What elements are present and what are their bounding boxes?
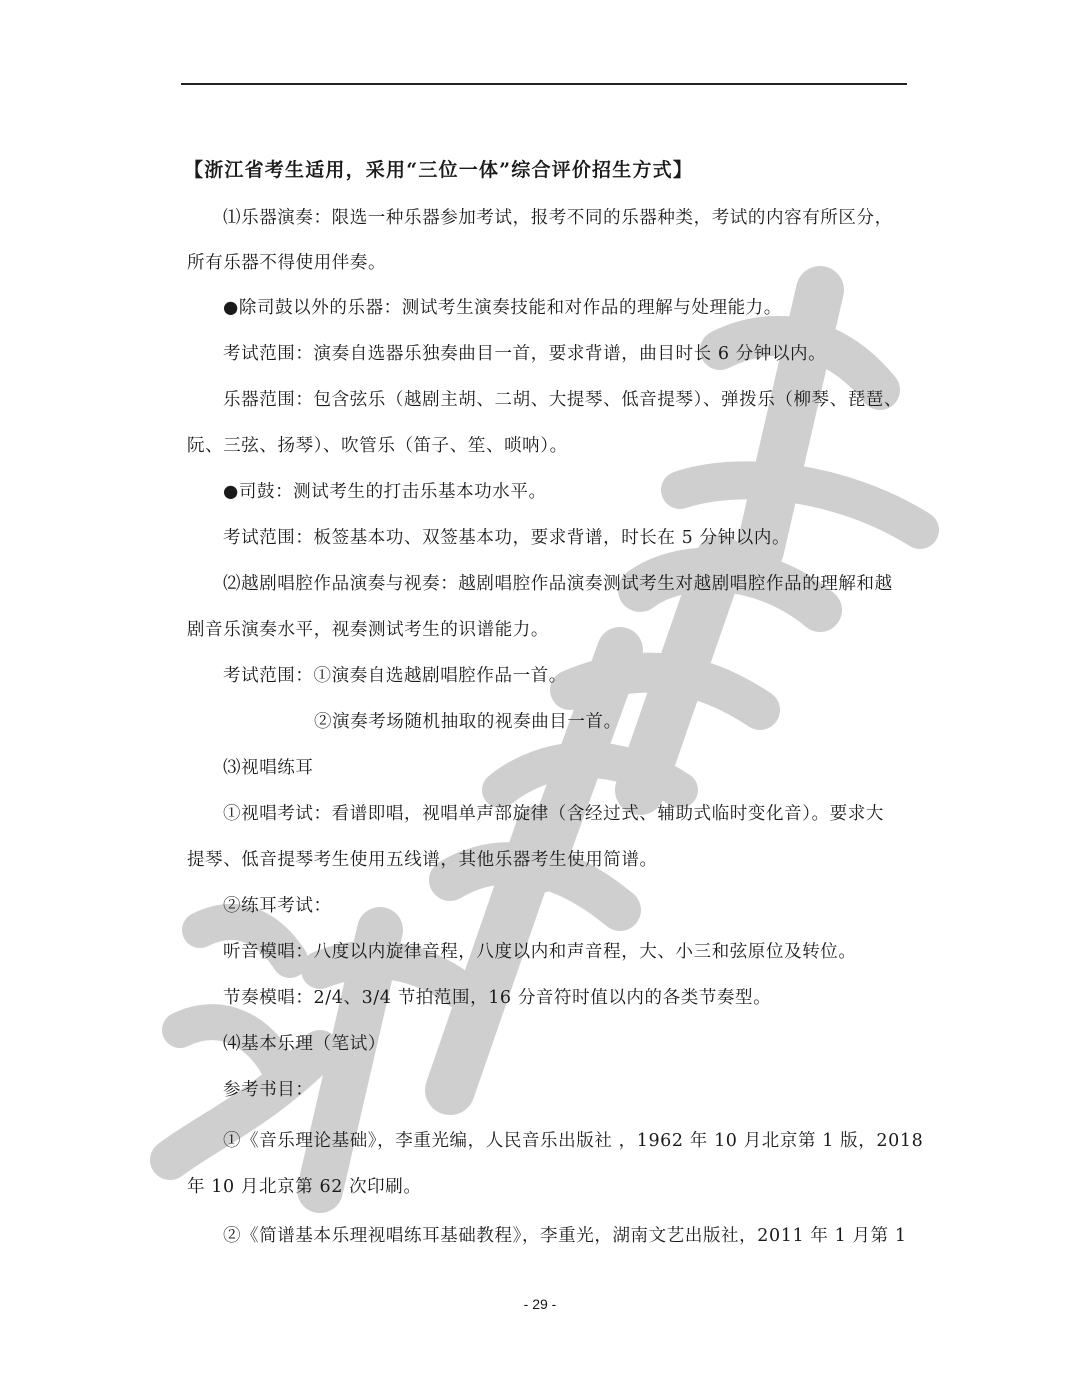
body-line: ①视唱考试：看谱即唱，视唱单声部旋律（含经过式、辅助式临时变化音）。要求大 <box>223 804 884 824</box>
body-line: ●除司鼓以外的乐器：测试考生演奏技能和对作品的理解与处理能力。 <box>223 298 782 318</box>
body-line: ⑴乐器演奏：限选一种乐器参加考试，报考不同的乐器种类，考试的内容有所区分， <box>223 208 893 228</box>
body-line: 阮、三弦、扬琴）、吹管乐（笛子、笙、唢呐）。 <box>187 436 568 456</box>
body-line: ⑷基本乐理（笔试） <box>223 1034 386 1054</box>
section-heading: 【浙江省考生适用，采用“三位一体”综合评价招生方式】 <box>184 159 694 181</box>
body-line: 参考书目： <box>223 1080 314 1100</box>
body-line: ●司鼓：测试考生的打击乐基本功水平。 <box>223 482 547 502</box>
body-line: 听音模唱：八度以内旋律音程，八度以内和声音程，大、小三和弦原位及转位。 <box>223 942 857 962</box>
body-line: 年 10 月北京第 62 次印刷。 <box>187 1177 422 1197</box>
body-line: 节奏模唱：2/4、3/4 节拍范围，16 分音符时值以内的各类节奏型。 <box>223 988 772 1008</box>
body-line: 提琴、低音提琴考生使用五线谱，其他乐器考生使用简谱。 <box>187 850 658 870</box>
body-line: 剧音乐演奏水平，视奏测试考生的识谱能力。 <box>187 620 549 640</box>
body-line: 考试范围：板签基本功、双签基本功，要求背谱，时长在 5 分钟以内。 <box>223 528 791 548</box>
body-line: ②《简谱基本乐理视唱练耳基础教程》，李重光，湖南文艺出版社，2011 年 1 月第 1 <box>223 1226 907 1246</box>
header-rule <box>181 83 907 85</box>
body-line: ①《音乐理论基础》，李重光编，人民音乐出版社 ，1962 年 10 月北京第 1 版，2018 <box>223 1131 924 1151</box>
body-line: 乐器范围：包含弦乐（越剧主胡、二胡、大提琴、低音提琴）、弹拨乐（柳琴、琵琶、 <box>223 390 903 410</box>
body-line: ⑵越剧唱腔作品演奏与视奏：越剧唱腔作品演奏测试考生对越剧唱腔作品的理解和越 <box>223 574 893 594</box>
body-line: 考试范围：演奏自选器乐独奏曲目一首，要求背谱，曲目时长 6 分钟以内。 <box>223 344 827 364</box>
body-line: ⑶视唱练耳 <box>223 758 314 778</box>
body-line: 考试范围：①演奏自选越剧唱腔作品一首。 <box>223 666 567 686</box>
body-line: ②演奏考场随机抽取的视奏曲目一首。 <box>314 712 622 732</box>
body-line: ②练耳考试： <box>223 896 332 916</box>
body-line: 所有乐器不得使用伴奏。 <box>187 253 387 273</box>
page-number: - 29 - <box>523 1296 557 1312</box>
